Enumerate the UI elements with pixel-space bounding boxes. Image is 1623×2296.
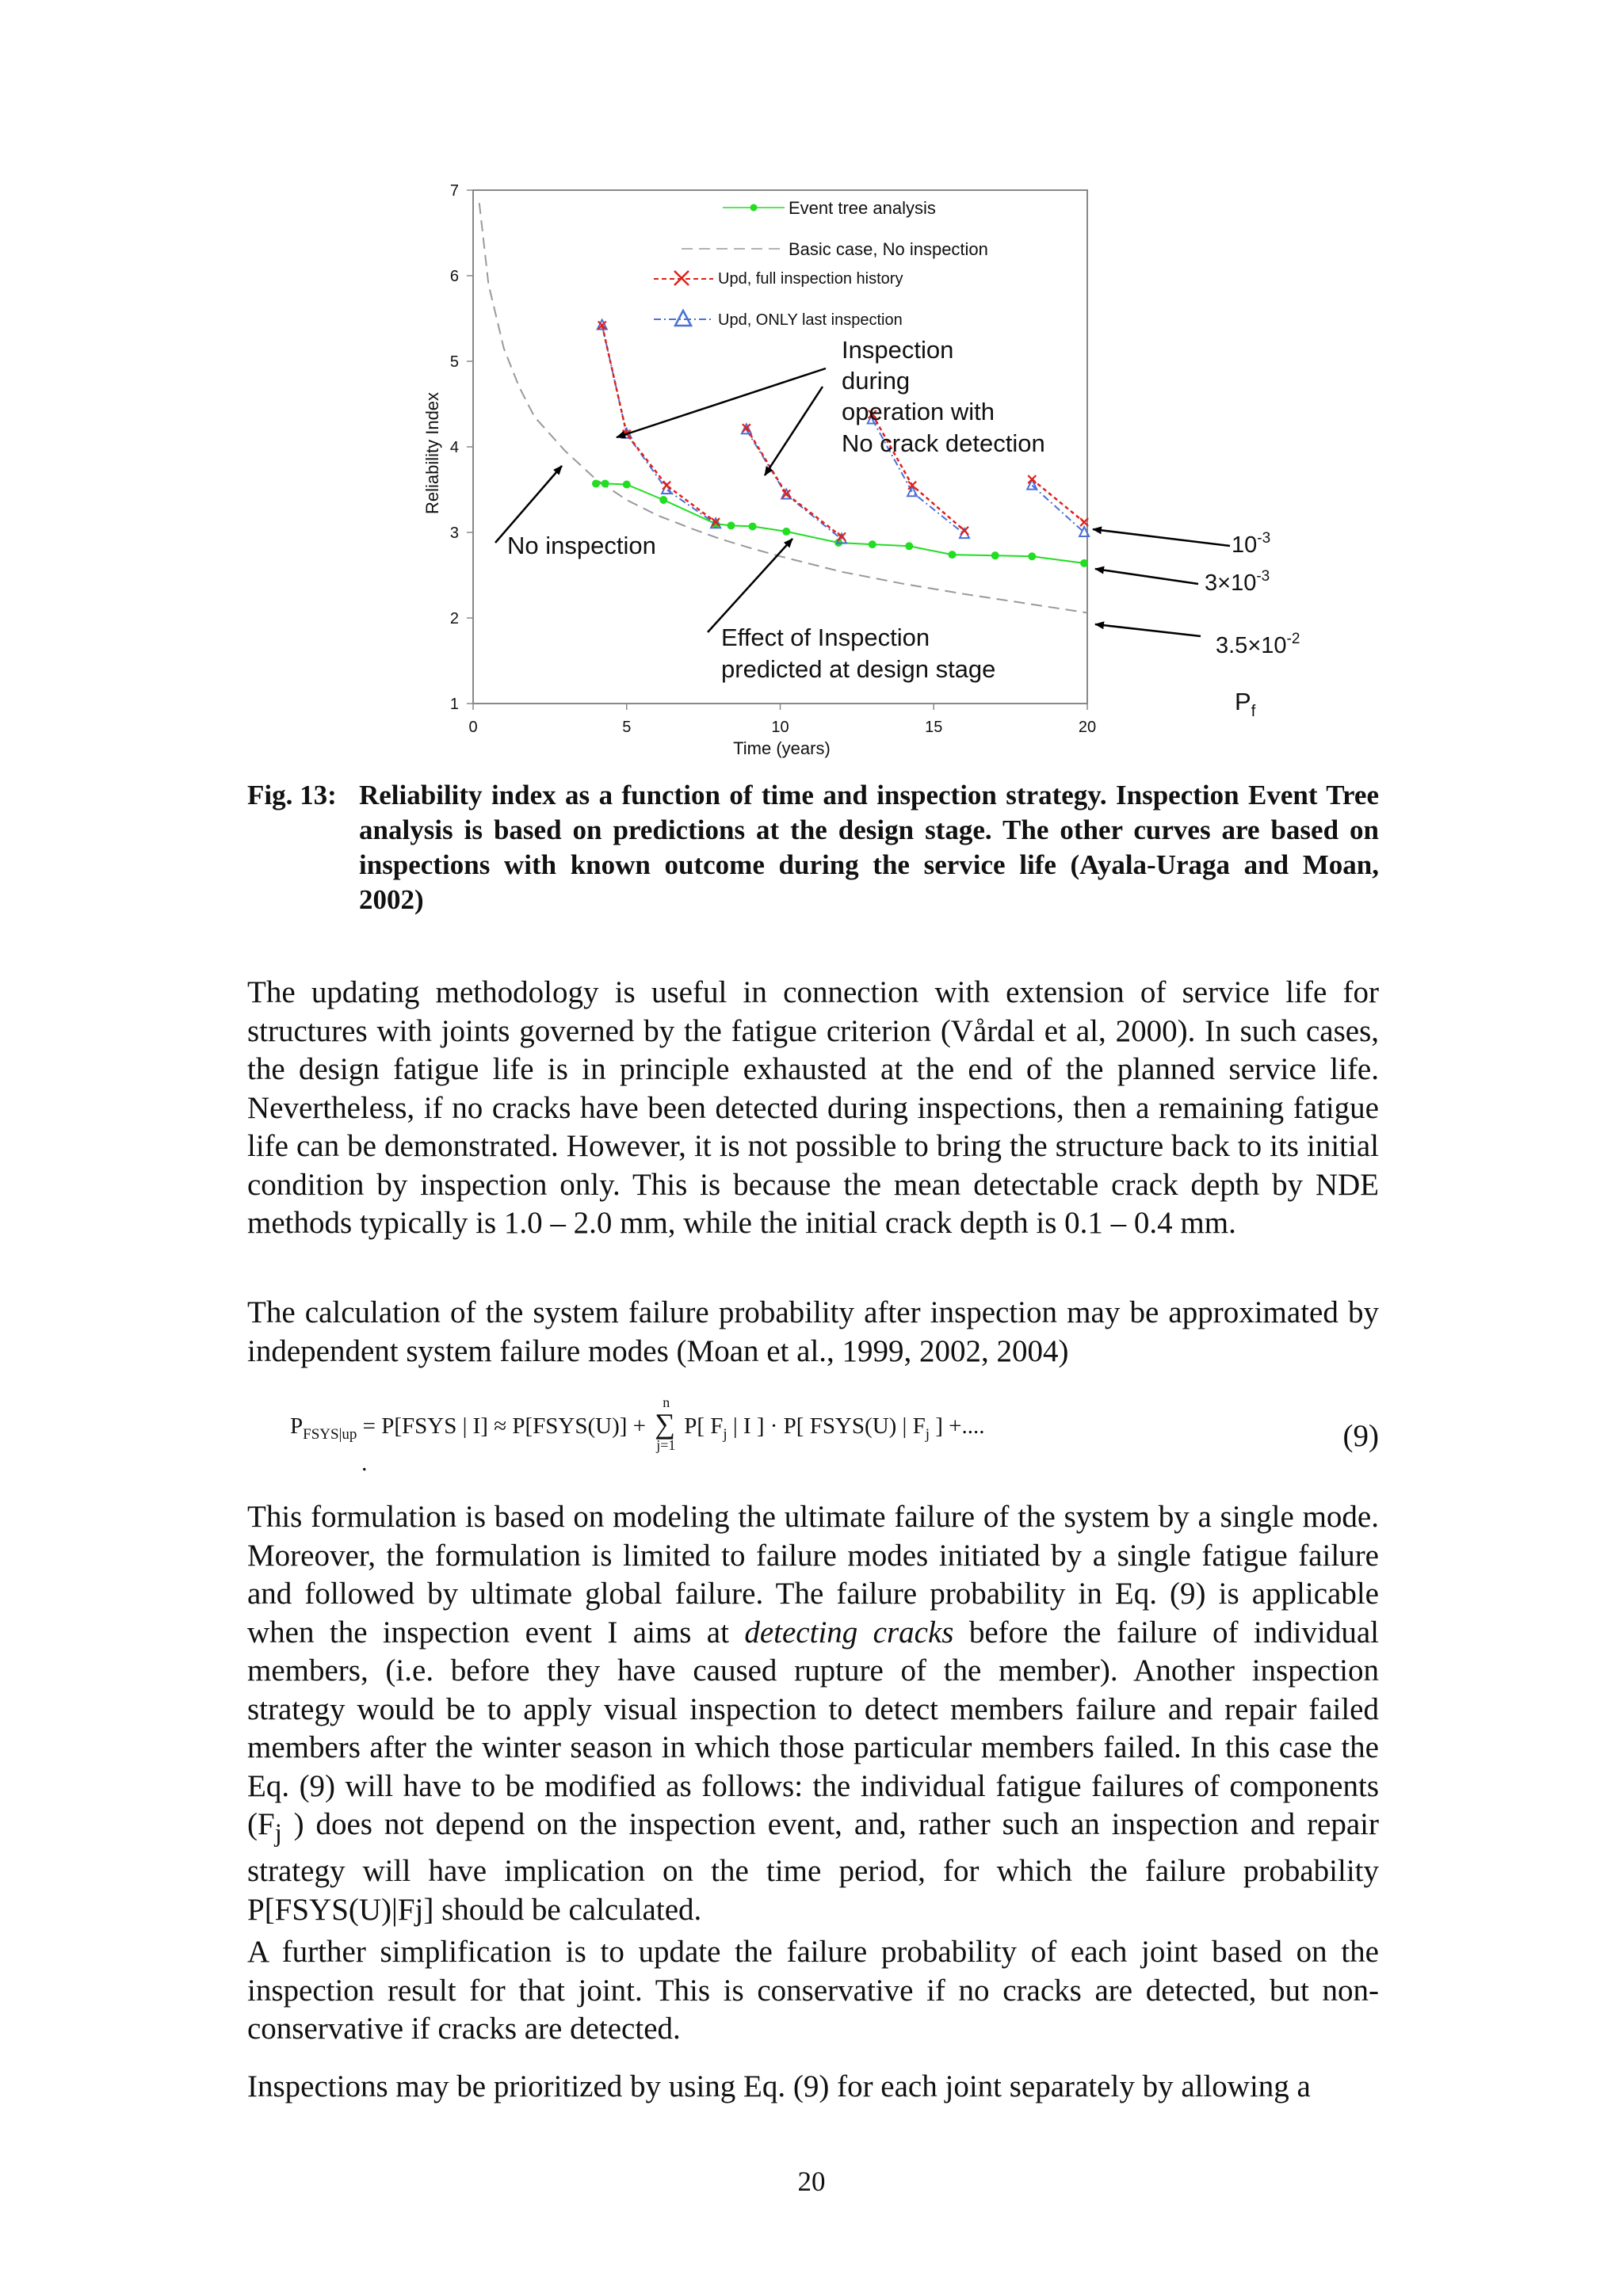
svg-text:10-3: $10^{-3}$: [1232, 530, 1271, 558]
arrow-inspection-left: [617, 368, 826, 437]
equation-9: $P_{FSYS|up}$ = P[FSYS | I] ≈ P[FSYS(U)] + ∑ n j=1 P[ $F_j$ | I ] · P[ FSYS(U) | $F_j$ ] +.... . (9): [290, 1394, 1379, 1476]
event-tree-point: [623, 481, 631, 489]
equation-number: (9): [1342, 1419, 1379, 1453]
body-paragraph-1: The updating methodology is useful in connection with extension of service life for structures with joints governed by the fatigue criterion (Vårdal et al, 2000). In such cases, the design fatigue life is in principle exhausted at the end of the planned service life. Nevertheless, if no cracks have been detected during inspections, then a remaining fatigue life can be demonstrated. However, it is not possible to bring the structure back to its initial condition by inspection only. This is because the mean detectable crack depth by NDE methods typically is 1.0 – 2.0 mm, while the initial crack depth is 0.1 – 0.4 mm.: [247, 975, 1379, 1240]
y-tick-label: 7: [449, 182, 459, 200]
upd-full-point: [1028, 475, 1036, 483]
caption-text: Reliability index as a function of time and inspection strategy. Inspection Event Tree analysis is based on predictions at the design stage. The other curves are based on inspections with known outcome during the service life (Ayala-Uraga and Moan, 2002): [359, 780, 1379, 915]
legend-event-tree: Event tree analysis: [789, 198, 936, 218]
y-tick-label: 4: [449, 439, 459, 456]
x-tick-label: 10: [771, 719, 789, 736]
caption-label: Fig. 13:: [247, 780, 337, 810]
pf-labels: [1205, 530, 1300, 720]
arrow-inspection-down: [765, 387, 823, 475]
page-number: 20: [797, 2166, 826, 2197]
svg-text:operation with: operation with: [842, 398, 995, 425]
arrow-pf3: [1095, 624, 1201, 636]
legend-basic-case: Basic case, No inspection: [789, 239, 988, 259]
x-tick-label: 20: [1078, 719, 1097, 736]
y-tick-label: 5: [449, 353, 459, 371]
event-tree-point: [727, 521, 735, 529]
body-paragraph-2: The calculation of the system failure probability after inspection may be approximated by independent system failure modes (Moan et al., 1999, 2002, 2004): [247, 1295, 1379, 1368]
series-upd-full-line: [1032, 479, 1084, 522]
svg-text:Effect of Inspection: Effect of Inspection: [721, 624, 930, 651]
event-tree-point: [949, 551, 957, 559]
event-tree-point: [905, 542, 913, 550]
event-tree-point: [749, 522, 757, 530]
y-tick-label: 3: [449, 524, 459, 542]
reliability-chart: [0, 0, 1623, 776]
y-axis-label: Reliability Index: [422, 391, 442, 515]
y-tick-label: 2: [449, 610, 459, 627]
event-tree-point: [1028, 552, 1036, 560]
x-tick-label: 0: [468, 719, 478, 736]
svg-text:Pf: $P_f$: [1235, 688, 1256, 720]
body-paragraph-5: Inspections may be prioritized by using Eq. (9) for each joint separately by allowing a: [247, 2069, 1311, 2103]
x-tick-label: 15: [925, 719, 943, 736]
svg-text:Inspection: Inspection: [842, 336, 954, 364]
event-tree-point: [869, 540, 876, 548]
series-upd-last-line: [1032, 486, 1084, 532]
body-paragraph-3: This formulation is based on modeling the ultimate failure of the system by a single mode. Moreover, the formulation is limited to failure modes initiated by a single fatigue failure and followed by ultimate global failure. The failure probability in Eq. (9) is applicable when the inspection event I aims at detecting cracks before the failure of individual members, (i.e. before they have caused rupture of the member). Another inspection strategy would be to apply visual inspection to detect members failure and repair failed members after the winter season in which those particular members failed. In this case the Eq. (9) will have to be modified as follows: the individual fatigue failures of components ($F_j$ ) does not depend on the inspection event, and, rather such an inspection and repair strategy will have implication on the time period, for which the failure probability P[FSYS(U)|Fj] should be calculated.: [247, 1500, 1379, 1927]
arrow-pf2: [1095, 569, 1198, 584]
legend-upd-full: Upd, full inspection history: [718, 270, 903, 288]
body-paragraph-4: A further simplification is to update the failure probability of each joint based on the inspection result for that joint. This is conservative if no cracks are detected, but non-conservative if cracks are detected.: [247, 1935, 1379, 2046]
event-tree-point: [1080, 559, 1088, 567]
y-tick-label: 1: [449, 696, 459, 713]
event-tree-point: [601, 479, 609, 487]
legend-upd-last: Upd, ONLY last inspection: [718, 311, 903, 329]
arrow-effect: [708, 539, 792, 632]
annotation-inspection: [842, 336, 1045, 457]
event-tree-point: [592, 479, 600, 487]
event-tree-point: [991, 551, 999, 559]
y-tick-label: 6: [449, 268, 459, 285]
event-tree-point: [782, 528, 790, 536]
legend: [654, 198, 988, 329]
svg-text:during: during: [842, 367, 911, 395]
annotation-no-inspection: No inspection: [507, 532, 656, 559]
svg-text:3.5×10-2: $3.5\times 10^{-2}$: [1216, 631, 1300, 658]
x-axis-label: Time (years): [733, 738, 831, 758]
svg-text:No crack detection: No crack detection: [842, 429, 1045, 457]
svg-text:predicted at design stage: predicted at design stage: [721, 655, 996, 683]
svg-text:3×10-3: $3\times 10^{-3}$: [1205, 568, 1270, 596]
annotation-effect: [721, 624, 995, 683]
event-tree-point: [659, 496, 667, 504]
series-upd-full-line: [747, 428, 842, 536]
x-tick-label: 5: [622, 719, 632, 736]
series-event-tree-line: [596, 483, 1084, 563]
series-upd-last-line: [747, 429, 842, 539]
arrow-pf1: [1093, 529, 1230, 546]
figure-caption: [247, 778, 1379, 917]
